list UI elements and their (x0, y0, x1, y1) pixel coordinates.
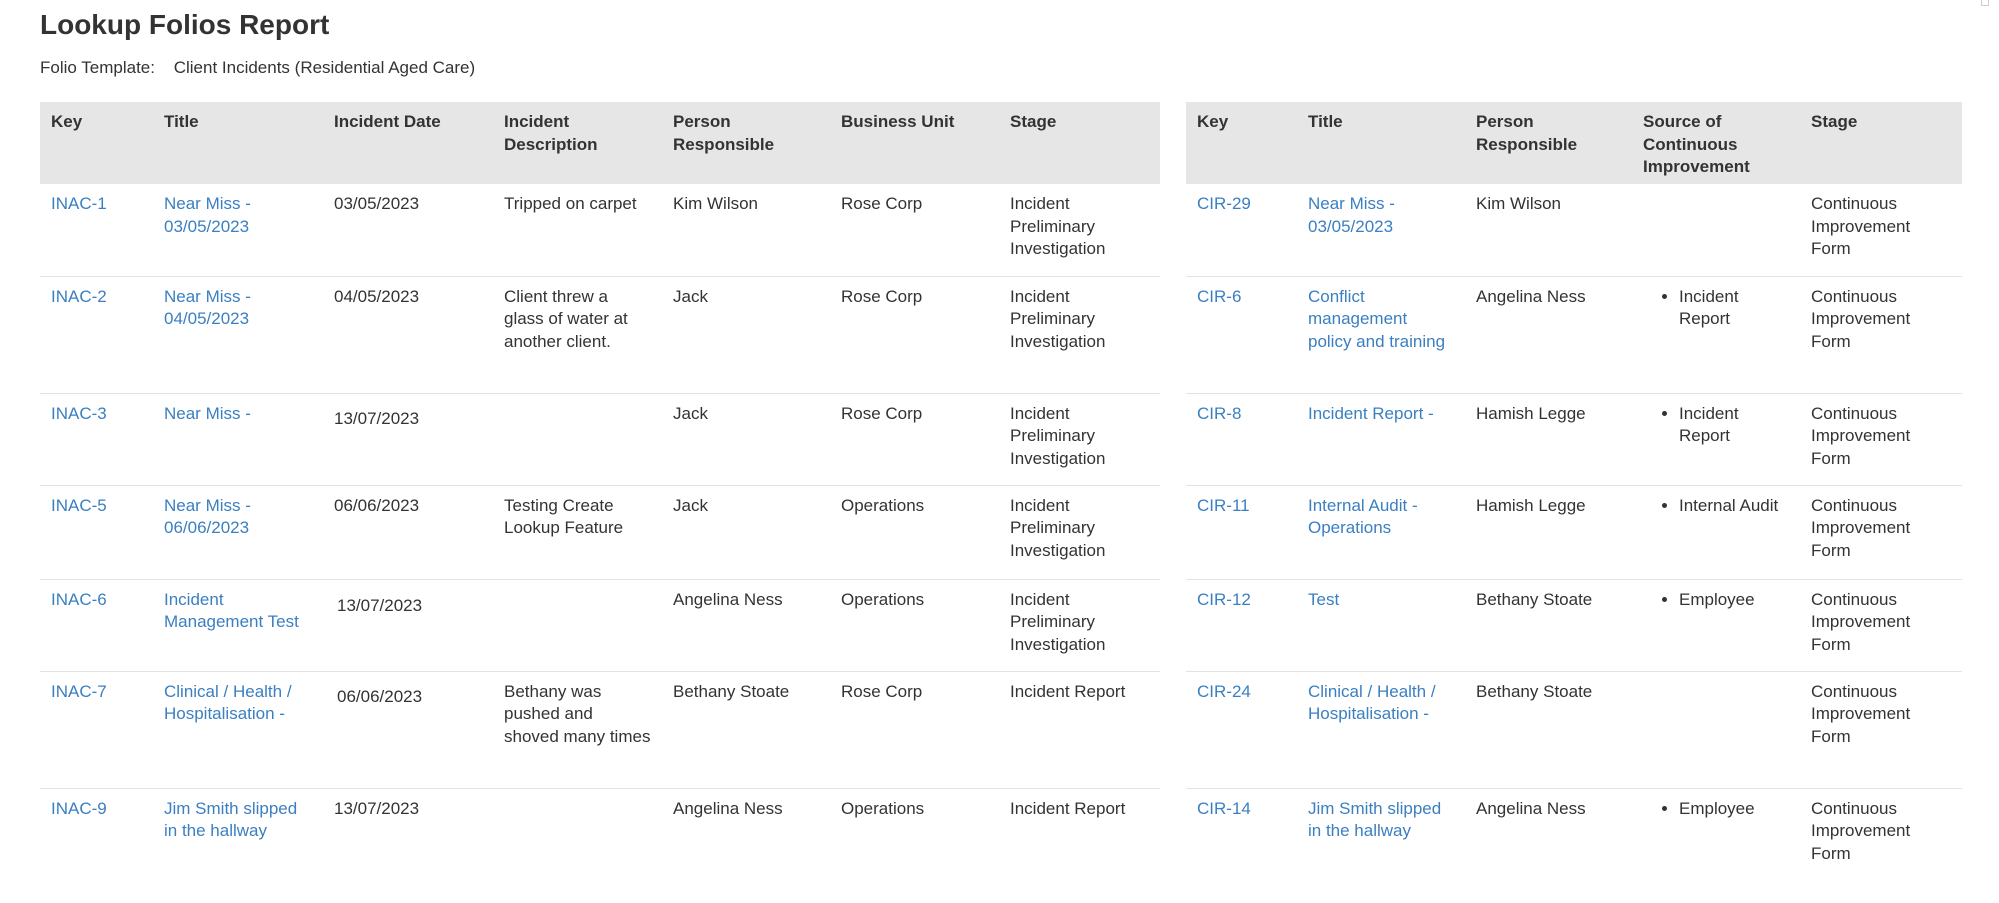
person-responsible-cell: Kim Wilson (673, 194, 759, 213)
table-header-row (1186, 102, 1962, 184)
stage-cell: Continuous Improvement Form (1800, 485, 1962, 579)
folio-key-link[interactable]: CIR-11 (1197, 495, 1250, 515)
folio-key-link[interactable]: INAC-6 (51, 589, 107, 609)
incident-date-cell: 13/07/2023 (323, 788, 493, 883)
business-unit-cell: Operations (830, 579, 999, 671)
column-header-incident-description[interactable]: Incident Description (493, 102, 662, 184)
folio-key-link[interactable]: INAC-5 (51, 495, 107, 515)
key-cell (40, 671, 153, 788)
incident-date-cell: 06/06/2023 (323, 485, 493, 579)
stage-cell: Incident Preliminary Investigation (999, 579, 1160, 671)
source-cell (1632, 788, 1800, 883)
source-list (1643, 798, 1789, 821)
table-row (40, 579, 1160, 671)
folio-key-link[interactable]: INAC-7 (51, 681, 107, 701)
column-header-incident-date[interactable]: Incident Date (323, 102, 493, 184)
title-cell (1297, 485, 1465, 579)
column-header-title[interactable]: Title (153, 102, 323, 184)
business-unit-cell: Rose Corp (830, 671, 999, 788)
table-row (40, 671, 1160, 788)
table-row (40, 788, 1160, 883)
title-cell (153, 184, 323, 276)
title-cell (1297, 184, 1465, 276)
incident-description-cell: Tripped on carpet (504, 194, 637, 213)
person-responsible-cell: Bethany Stoate (662, 671, 830, 788)
person-responsible-cell: Angelina Ness (662, 579, 830, 671)
continuous-improvement-table (1186, 102, 1962, 883)
column-header-stage[interactable]: Stage (1800, 102, 1962, 184)
table-row (1186, 671, 1962, 788)
folio-title-link[interactable]: Near Miss - 03/05/2023 (1308, 194, 1395, 236)
stage-cell: Continuous Improvement Form (1800, 788, 1962, 883)
title-cell (153, 579, 323, 671)
person-responsible-cell: Jack (662, 393, 830, 485)
column-header-title[interactable]: Title (1297, 102, 1465, 184)
source-list (1643, 589, 1789, 612)
source-list (1643, 403, 1789, 448)
folio-title-link[interactable]: Near Miss - 03/05/2023 (164, 194, 251, 236)
incident-date-cell: 13/07/2023 (323, 579, 493, 671)
table-row (1186, 579, 1962, 671)
report-tables (40, 102, 1962, 862)
incident-description-cell (493, 393, 662, 485)
folio-title-link[interactable]: Conflict management policy and training (1308, 286, 1446, 351)
folio-key-link[interactable]: CIR-14 (1197, 798, 1251, 818)
folio-title-link[interactable]: Near Miss - 04/05/2023 (164, 286, 251, 328)
person-responsible-cell: Hamish Legge (1465, 393, 1632, 485)
key-cell (1186, 393, 1297, 485)
folio-key-link[interactable]: CIR-12 (1197, 589, 1251, 609)
folio-title-link[interactable]: Test (1308, 589, 1340, 609)
person-responsible-cell: Bethany Stoate (1465, 671, 1632, 788)
business-unit-cell: Operations (830, 788, 999, 883)
stage-cell: Continuous Improvement Form (1811, 194, 1911, 258)
source-list (1643, 286, 1789, 331)
incident-description-cell: Bethany was pushed and shoved many times (493, 671, 662, 788)
folio-template-label: Folio Template: (40, 58, 155, 77)
key-cell (1186, 671, 1297, 788)
folio-key-link[interactable]: INAC-9 (51, 798, 107, 818)
incident-date-cell: 03/05/2023 (334, 194, 420, 213)
source-item: • Incident Report (1679, 286, 1789, 331)
person-responsible-cell: Hamish Legge (1465, 485, 1632, 579)
source-item: • Employee (1679, 798, 1789, 821)
business-unit-cell: Rose Corp (830, 393, 999, 485)
table-row (1186, 184, 1962, 276)
source-item: • Employee (1679, 589, 1789, 612)
key-cell (40, 579, 153, 671)
folio-title-link[interactable]: Internal Audit - Operations (1308, 495, 1418, 537)
key-cell (40, 485, 153, 579)
stage-cell: Continuous Improvement Form (1800, 276, 1962, 393)
column-header-source-of-continuous-improvement[interactable]: Source of Continuous Improvement (1632, 102, 1800, 184)
table-row (40, 276, 1160, 393)
key-cell (1186, 276, 1297, 393)
column-header-stage[interactable]: Stage (999, 102, 1160, 184)
folio-key-link[interactable]: CIR-8 (1197, 403, 1242, 423)
key-cell (1186, 184, 1297, 276)
folio-title-link[interactable]: Near Miss - (164, 403, 251, 423)
title-cell (1297, 276, 1465, 393)
key-cell (40, 276, 153, 393)
person-responsible-cell: Angelina Ness (1465, 276, 1632, 393)
table-row (40, 184, 1160, 276)
source-cell (1632, 184, 1800, 276)
business-unit-cell: Rose Corp (830, 276, 999, 393)
title-cell (1297, 393, 1465, 485)
title-cell (1297, 579, 1465, 671)
table-row (1186, 485, 1962, 579)
table-row (1186, 788, 1962, 883)
person-responsible-cell: Angelina Ness (662, 788, 830, 883)
title-cell (153, 671, 323, 788)
folio-key-link[interactable]: INAC-3 (51, 403, 107, 423)
column-header-business-unit[interactable]: Business Unit (830, 102, 999, 184)
folio-title-link[interactable]: Clinical / Health / Hospitalisation - (1308, 681, 1436, 723)
title-cell (153, 485, 323, 579)
column-header-key[interactable]: Key (40, 102, 153, 184)
folio-template-line (40, 57, 1999, 79)
folio-title-link[interactable]: Incident Management Test (164, 589, 299, 631)
column-header-key[interactable]: Key (1186, 102, 1297, 184)
folio-title-link[interactable]: Clinical / Health / Hospitalisation - (164, 681, 292, 723)
person-responsible-cell: Angelina Ness (1465, 788, 1632, 883)
folio-key-link[interactable]: INAC-2 (51, 286, 107, 306)
key-cell (40, 184, 153, 276)
folio-key-link[interactable]: INAC-1 (51, 194, 107, 213)
business-unit-cell: Rose Corp (841, 194, 923, 213)
folio-title-link[interactable]: Jim Smith slipped in the hallway (1308, 798, 1442, 840)
person-responsible-cell: Kim Wilson (1476, 194, 1562, 213)
stage-cell: Incident Preliminary Investigation (1010, 194, 1106, 258)
person-responsible-cell: Bethany Stoate (1465, 579, 1632, 671)
source-cell (1632, 393, 1800, 485)
source-cell (1632, 276, 1800, 393)
table-row (1186, 276, 1962, 393)
title-cell (153, 393, 323, 485)
incident-description-cell: Client threw a glass of water at another client. (493, 276, 662, 393)
key-cell (40, 788, 153, 883)
title-cell (1297, 671, 1465, 788)
table-row (40, 485, 1160, 579)
stage-cell: Continuous Improvement Form (1800, 579, 1962, 671)
table-header-row (40, 102, 1160, 184)
source-item: • Incident Report (1679, 403, 1789, 448)
stage-cell: Incident Report (999, 788, 1160, 883)
folio-key-link[interactable]: CIR-24 (1197, 681, 1251, 701)
folio-title-link[interactable]: Incident Report - (1308, 403, 1434, 423)
stage-cell: Incident Report (999, 671, 1160, 788)
folio-title-link[interactable]: Jim Smith slipped in the hallway (164, 798, 298, 840)
folio-key-link[interactable]: CIR-29 (1197, 194, 1251, 213)
key-cell (1186, 788, 1297, 883)
key-cell (1186, 579, 1297, 671)
title-cell (1297, 788, 1465, 883)
folio-key-link[interactable]: CIR-6 (1197, 286, 1242, 306)
folio-title-link[interactable]: Near Miss - 06/06/2023 (164, 495, 251, 537)
source-cell (1632, 671, 1800, 788)
person-responsible-cell: Jack (662, 276, 830, 393)
folio-template-value: Client Incidents (Residential Aged Care) (173, 58, 476, 77)
stage-cell: Incident Preliminary Investigation (999, 393, 1160, 485)
table-row (1186, 393, 1962, 485)
stage-cell: Incident Preliminary Investigation (999, 276, 1160, 393)
source-list (1643, 495, 1789, 518)
source-cell (1632, 485, 1800, 579)
source-item: • Internal Audit (1679, 495, 1789, 518)
person-responsible-cell: Jack (662, 485, 830, 579)
source-cell (1632, 579, 1800, 671)
incident-date-cell: 13/07/2023 (323, 393, 493, 485)
stage-cell: Continuous Improvement Form (1800, 393, 1962, 485)
incident-date-cell: 06/06/2023 (323, 671, 493, 788)
title-cell (153, 788, 323, 883)
column-header-person-responsible[interactable]: Person Responsible (1465, 102, 1632, 184)
incident-date-cell: 04/05/2023 (323, 276, 493, 393)
incident-description-cell (493, 788, 662, 883)
stage-cell: Incident Preliminary Investigation (999, 485, 1160, 579)
title-cell (153, 276, 323, 393)
incident-description-cell (493, 579, 662, 671)
incident-description-cell: Testing Create Lookup Feature (493, 485, 662, 579)
column-header-person-responsible[interactable]: Person Responsible (662, 102, 830, 184)
table-row (40, 393, 1160, 485)
key-cell (1186, 485, 1297, 579)
incidents-table (40, 102, 1160, 883)
page-title: Lookup Folios Report (40, 9, 330, 40)
corner-resize-icon (1981, 0, 1989, 6)
key-cell (40, 393, 153, 485)
stage-cell: Continuous Improvement Form (1800, 671, 1962, 788)
business-unit-cell: Operations (830, 485, 999, 579)
